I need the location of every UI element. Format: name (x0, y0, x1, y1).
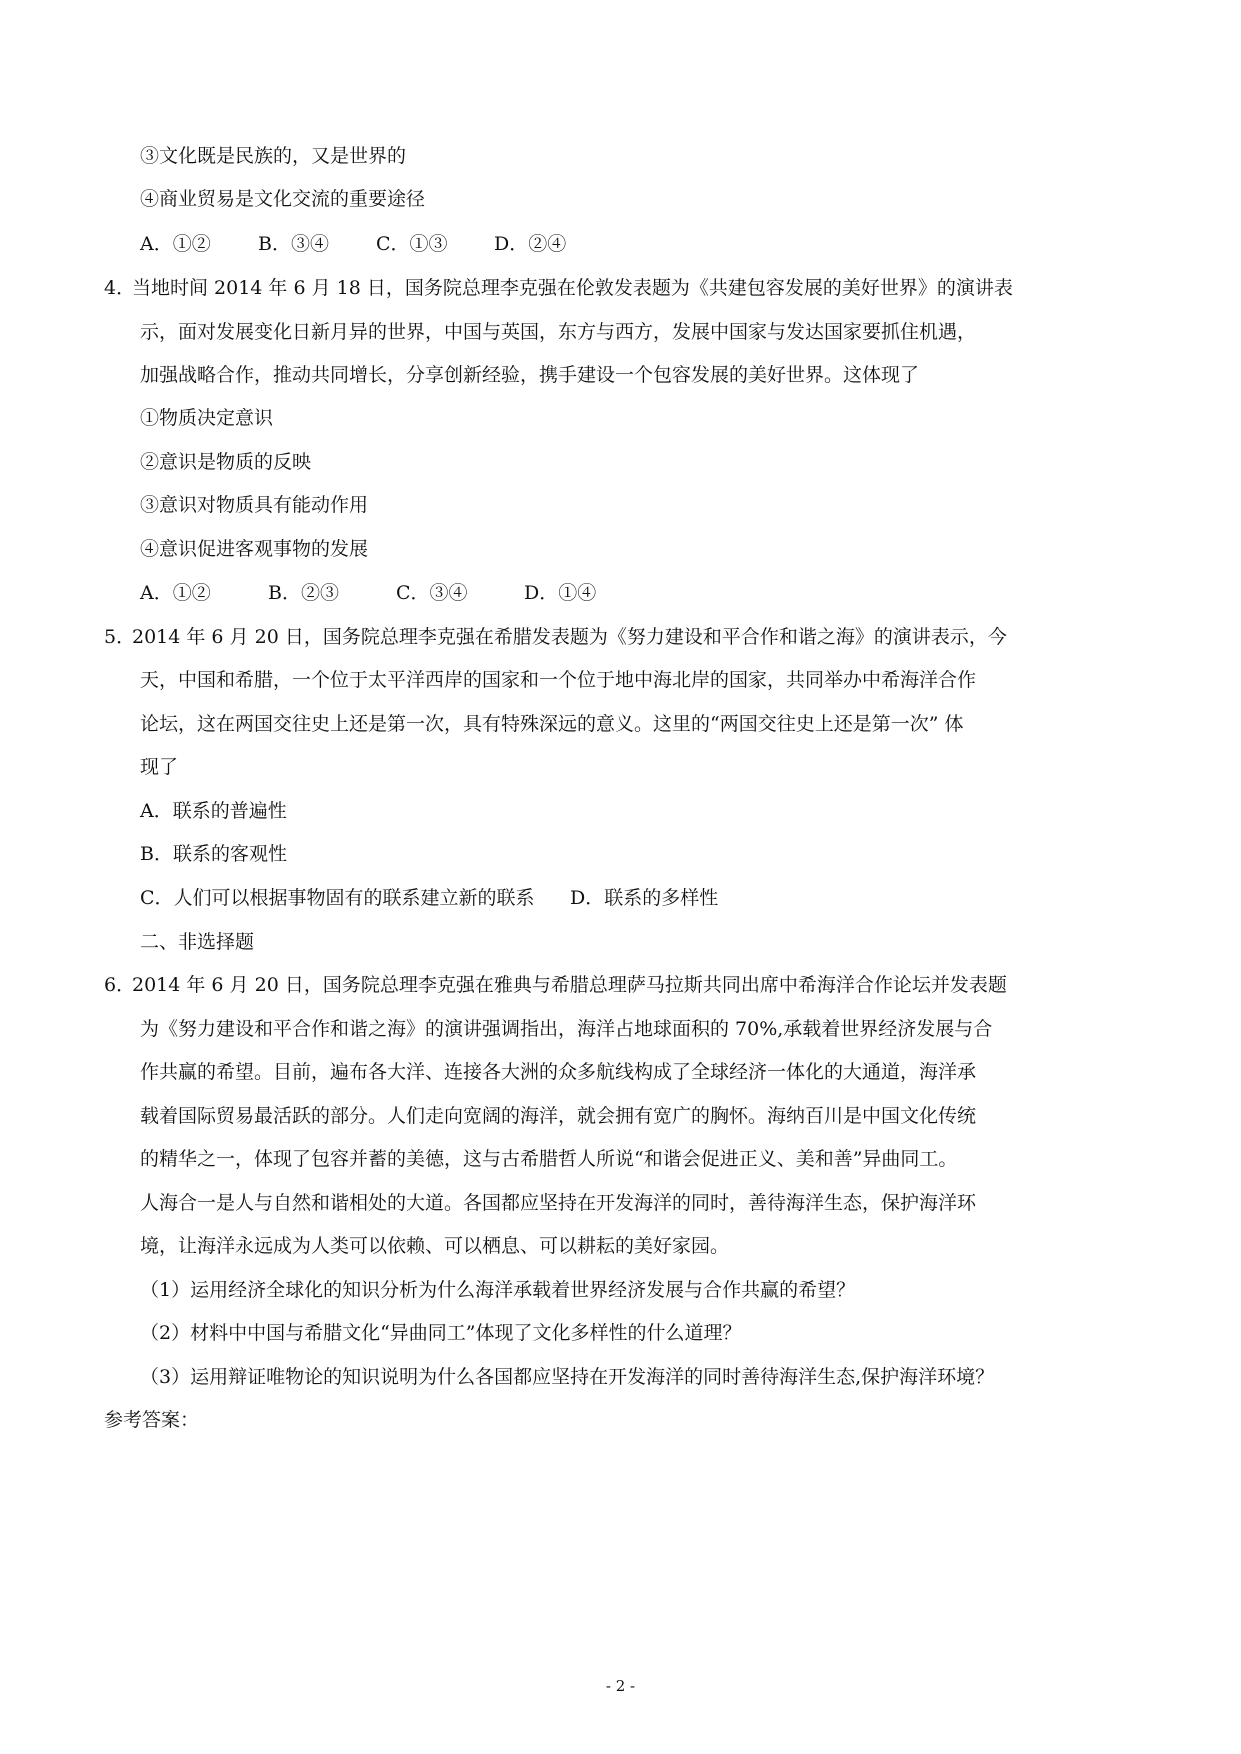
q6-stem-line-1: 2014 年 6 月 20 日，国务院总理李克强在雅典与希腊总理萨马拉斯共同出席中希海洋合作论坛并发表题 (132, 974, 1007, 996)
q4-option-c: C．③④ (396, 582, 468, 604)
answer-heading: 参考答案： (104, 1409, 200, 1431)
q5-stem-line-1: 2014 年 6 月 20 日，国务院总理李克强在希腊发表题为《努力建设和平合作和谐之海》的演讲表示，今 (132, 626, 1007, 648)
q6-stem-line-3: 作共赢的希望。目前，遍布各大洋、连接各大洲的众多航线构成了全球经济一体化的大通道，海洋承 (140, 1061, 977, 1083)
q4-number: 4． (104, 277, 136, 299)
page-number: - 2 - (605, 1677, 636, 1695)
q4-item-3: ③意识对物质具有能动作用 (140, 494, 369, 516)
q6-stem-line-4: 载着国际贸易最活跃的部分。人们走向宽阔的海洋，就会拥有宽广的胸怀。海纳百川是中国文化传统 (140, 1105, 977, 1127)
q3-option-b: B．③④ (258, 233, 329, 255)
q4-item-1: ①物质决定意识 (140, 407, 274, 429)
q3-item-3: ③文化既是民族的，又是世界的 (140, 145, 407, 167)
q6-subquestion-2: （2）材料中中国与希腊文化“异曲同工”体现了文化多样性的什么道理？ (140, 1322, 742, 1344)
q3-option-a: A．①② (140, 233, 211, 255)
q6-number: 6． (104, 974, 136, 996)
q6-stem-line-5: 的精华之一，体现了包容并蓄的美德，这与古希腊哲人所说“和谐会促进正义、美和善”异曲同工。 (140, 1148, 958, 1170)
q5-stem-line-2: 天，中国和希腊，一个位于太平洋西岸的国家和一个位于地中海北岸的国家，共同举办中希海洋合作 (140, 669, 977, 691)
q4-stem-line-3: 加强战略合作，推动共同增长，分享创新经验，携手建设一个包容发展的美好世界。这体现了 (140, 364, 920, 386)
q5-option-c: C．人们可以根据事物固有的联系建立新的联系 (140, 887, 535, 909)
q6-subquestion-1: （1）运用经济全球化的知识分析为什么海洋承载着世界经济发展与合作共赢的希望？ (140, 1279, 856, 1301)
q4-option-d: D．①④ (524, 582, 597, 604)
q5-number: 5． (104, 626, 136, 648)
q5-option-d: D．联系的多样性 (570, 887, 719, 909)
q4-stem-line-1: 当地时间 2014 年 6 月 18 日，国务院总理李克强在伦敦发表题为《共建包容发展的美好世界》的演讲表 (132, 277, 1013, 299)
q6-stem-line-7: 境，让海洋永远成为人类可以依赖、可以栖息、可以耕耘的美好家园。 (140, 1235, 730, 1257)
q4-item-4: ④意识促进客观事物的发展 (140, 538, 369, 560)
q4-option-a: A．①② (140, 582, 211, 604)
q6-subquestion-3: （3）运用辩证唯物论的知识说明为什么各国都应坚持在开发海洋的同时善待海洋生态,保护海洋环境？ (140, 1366, 995, 1388)
q4-item-2: ②意识是物质的反映 (140, 451, 312, 473)
q5-stem-line-3: 论坛，这在两国交往史上还是第一次，具有特殊深远的意义。这里的“两国交往史上还是第一次” 体 (140, 713, 964, 735)
q5-option-b: B．联系的客观性 (140, 843, 287, 865)
q4-option-b: B．②③ (268, 582, 339, 604)
q4-stem-line-2: 示，面对发展变化日新月异的世界，中国与英国，东方与西方，发展中国家与发达国家要抓住机遇， (140, 321, 977, 343)
section-heading: 二、非选择题 (140, 931, 255, 953)
q5-stem-line-4: 现了 (140, 756, 179, 778)
q6-stem-line-6: 人海合一是人与自然和谐相处的大道。各国都应坚持在开发海洋的同时，善待海洋生态，保护海洋环 (140, 1192, 977, 1214)
q3-option-c: C．①③ (376, 233, 448, 255)
q4-options (140, 581, 596, 605)
q3-item-4: ④商业贸易是文化交流的重要途径 (140, 188, 426, 210)
q3-options (140, 232, 566, 256)
q3-option-d: D．②④ (494, 233, 567, 255)
q6-stem-line-2: 为《努力建设和平合作和谐之海》的演讲强调指出，海洋占地球面积的 70%,承载着世界经济发展与合 (140, 1018, 993, 1040)
q5-options-cd (140, 886, 718, 910)
q5-option-a: A．联系的普遍性 (140, 800, 287, 822)
